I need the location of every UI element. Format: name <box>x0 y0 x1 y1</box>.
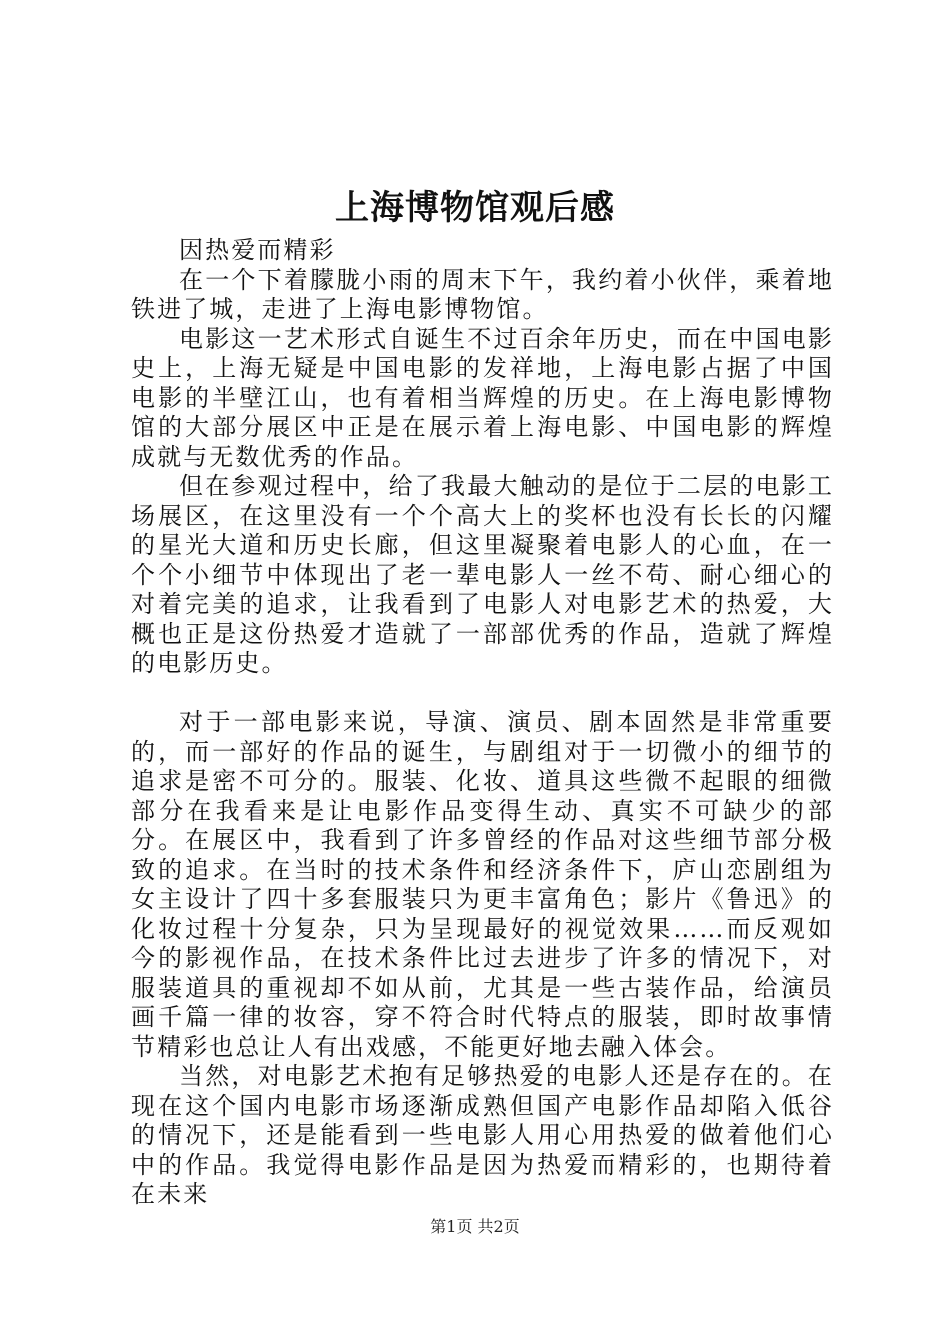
paragraph-2: 电影这一艺术形式自诞生不过百余年历史，而在中国电影史上，上海无疑是中国电影的发祥地，上海电影占据了中国电影的半壁江山，也有着相当辉煌的历史。在上海电影博物馆的大部分展区中正是在展示着上海电影、中国电影的辉煌成就与无数优秀的作品。 <box>131 324 834 471</box>
subtitle: 因热爱而精彩 <box>179 236 336 264</box>
paragraph-spacer <box>131 679 834 709</box>
paragraph-4: 对于一部电影来说，导演、演员、剧本固然是非常重要的，而一部好的作品的诞生，与剧组对于一切微小的细节的追求是密不可分的。服装、化妆、道具这些微不起眼的细微部分在我看来是让电影作品变得生动、真实不可缺少的部分。在展区中，我看到了许多曾经的作品对这些细节部分极致的追求。在当时的技术条件和经济条件下，庐山恋剧组为女主设计了四十多套服装只为更丰富角色；影片《鲁迅》的化妆过程十分复杂，只为呈现最好的视觉效果……而反观如今的影视作品，在技术条件比过去进步了许多的情况下，对服装道具的重视却不如从前，尤其是一些古装作品，给演员画千篇一律的妆容，穿不符合时代特点的服装，即时故事情节精彩也总让人有出戏感，不能更好地去融入体会。 <box>131 708 834 1061</box>
paragraph-3: 但在参观过程中，给了我最大触动的是位于二层的电影工场展区，在这里没有一个个高大上的奖杯也没有长长的闪耀的星光大道和历史长廊，但这里凝聚着电影人的心血，在一个个小细节中体现出了老一辈电影人一丝不苟、耐心细心的对着完美的追求，让我看到了电影人对电影艺术的热爱，大概也正是这份热爱才造就了一部部优秀的作品，造就了辉煌的电影历史。 <box>131 472 834 677</box>
page-footer: 第1页 共2页 <box>430 1217 520 1236</box>
paragraph-5: 当然，对电影艺术抱有足够热爱的电影人还是存在的。在现在这个国内电影市场逐渐成熟但国产电影作品却陷入低谷的情况下，还是能看到一些电影人用心用热爱的做着他们心中的作品。我觉得电影作品是因为热爱而精彩的，也期待着在未来 <box>131 1062 834 1208</box>
paragraph-1: 在一个下着朦胧小雨的周末下午，我约着小伙伴，乘着地铁进了城，走进了上海电影博物馆。 <box>131 265 834 323</box>
document-body <box>131 236 834 1210</box>
page-title: 上海博物馆观后感 <box>335 188 615 228</box>
